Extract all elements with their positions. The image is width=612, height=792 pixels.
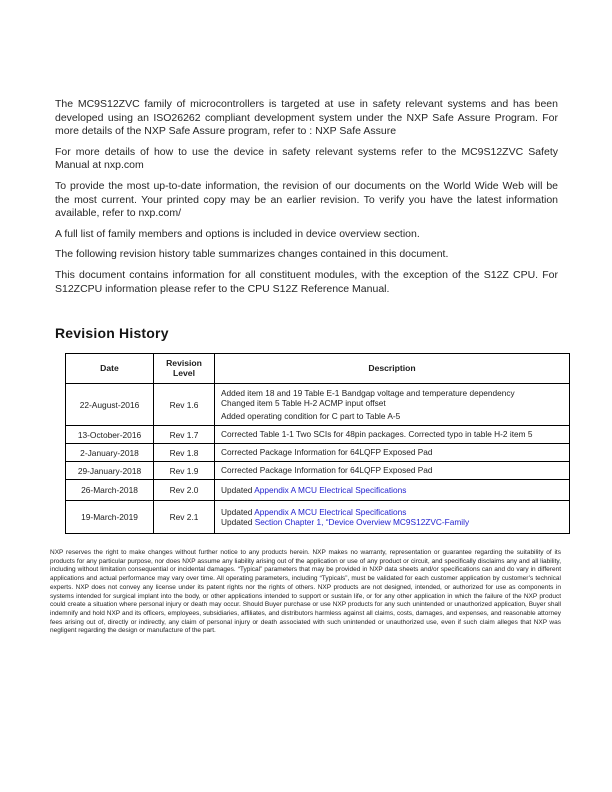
- description-text: Corrected Table 1-1 Two SCIs for 48pin packages. Corrected typo in table H-2 item 5: [221, 429, 533, 440]
- revision-level-cell: Rev 1.7: [154, 426, 215, 444]
- description-text: Changed item 5 Table H-2 ACMP input offset: [221, 397, 386, 408]
- description-line: [221, 411, 568, 421]
- header-description: Description: [215, 354, 570, 384]
- revision-description-cell: [215, 480, 570, 501]
- revision-date-cell: 22-August-2016: [66, 384, 154, 426]
- section-title: Revision History: [55, 325, 169, 341]
- paragraph-family-list: A full list of family members and options is included in device overview section.: [55, 227, 420, 240]
- revision-level-cell: Rev 1.9: [154, 462, 215, 480]
- revision-table-body: [66, 384, 570, 534]
- paragraph-safety-manual: For more details of how to use the device in safety relevant systems refer to the MC9S12ZVC Safety Manual at nxp.com: [55, 145, 558, 172]
- description-line: [221, 429, 568, 439]
- description-line: [221, 485, 568, 495]
- description-line: [221, 388, 568, 398]
- table-row: [66, 462, 570, 480]
- header-date: Date: [66, 354, 154, 384]
- revision-level-cell: Rev 1.6: [154, 384, 215, 426]
- revision-level-cell: Rev 2.1: [154, 501, 215, 534]
- paragraph-revision-summary: The following revision history table summarizes changes contained in this document.: [55, 248, 449, 261]
- description-text: Updated: [221, 506, 255, 517]
- header-revision-level: Revision Level: [154, 354, 215, 384]
- revision-description-cell: [215, 384, 570, 426]
- description-link[interactable]: Appendix A MCU Electrical Specifications: [254, 484, 407, 495]
- revision-level-cell: Rev 1.8: [154, 444, 215, 462]
- description-line: [221, 517, 568, 527]
- description-line: [221, 465, 568, 475]
- paragraph-cpu-note: This document contains information for all constituent modules, with the exception of the S12Z CPU. For S12ZCPU information please refer to the CPU S12Z Reference Manual.: [55, 268, 558, 295]
- description-text: Added operating condition for C part to Table A-5: [221, 411, 401, 422]
- table-header-row: [66, 354, 570, 384]
- revision-date-cell: 26-March-2018: [66, 480, 154, 501]
- table-row: [66, 384, 570, 426]
- revision-description-cell: [215, 501, 570, 534]
- revision-date-cell: 29-January-2018: [66, 462, 154, 480]
- revision-date-cell: 13-October-2016: [66, 426, 154, 444]
- paragraph-latest-info: To provide the most up-to-date information, the revision of our documents on the World Wide Web will be the most current. Your printed copy may be an earlier revision. To verify you have the latest information available, refer to nxp.com/: [55, 179, 558, 220]
- description-text: Corrected Package Information for 64LQFP Exposed Pad: [221, 447, 433, 458]
- description-line: [221, 447, 568, 457]
- description-text: Corrected Package Information for 64LQFP Exposed Pad: [221, 465, 433, 476]
- table-row: [66, 480, 570, 501]
- revision-level-cell: Rev 2.0: [154, 480, 215, 501]
- description-text: Added item 18 and 19 Table E-1 Bandgap voltage and temperature dependency: [221, 387, 515, 398]
- revision-description-cell: [215, 444, 570, 462]
- table-row: [66, 501, 570, 534]
- table-row: [66, 444, 570, 462]
- paragraph-safe-assure: The MC9S12ZVC family of microcontrollers is targeted at use in safety relevant systems and has been developed using an ISO26262 compliant development system under the NXP Safe Assure Program. For more details of the NXP Safe Assure program, refer to : NXP Safe Assure: [55, 98, 558, 138]
- intro-paragraphs: [55, 98, 558, 303]
- revision-description-cell: [215, 462, 570, 480]
- description-link[interactable]: Section Chapter 1, “Device Overview MC9S12ZVC-Family: [254, 517, 470, 527]
- legal-disclaimer: NXP reserves the right to make changes without further notice to any products herein. NXP makes no warranty, representation or guarantee regarding the suitability of its products for any particular purpose, nor does NXP assume any liability arising out of the application or use of any product or circuit, and specifically disclaims any and all liability, including without limitation consequential or incidental damages. “Typical” parameters that may be provided in NXP data sheets and/or specifications can and do vary in different applications and actual performance may vary over time. All operating parameters, including “Typicals”, must be validated for each customer application by customer’s technical experts. NXP does not convey any license under its patent rights nor the rights of others. NXP products are not designed, intended, or authorized for use as components in systems intended for surgical implant into the body, or other applications intended to support or sustain life, or for any other application in which the failure of the NXP product could create a situation where personal injury or death may occur. Should Buyer purchase or use NXP products for any such unintended or unauthorized application, Buyer shall indemnify and hold NXP and its officers, employees, subsidiaries, affiliates, and distributors harmless against all claims, costs, damages, and expenses, and reasonable attorney fees arising out of, directly or indirectly, any claim of personal injury or death associated with such unintended or unauthorized use, even if such claim alleges that NXP was negligent regarding the design or manufacture of the part.: [50, 549, 561, 635]
- revision-description-cell: [215, 426, 570, 444]
- description-text: Updated: [221, 484, 255, 495]
- description-line: [221, 398, 568, 408]
- revision-history-table: [65, 353, 570, 534]
- description-text: Updated: [221, 517, 255, 527]
- description-line: [221, 507, 568, 517]
- table-header: [66, 354, 570, 384]
- description-link[interactable]: Appendix A MCU Electrical Specifications: [254, 506, 407, 517]
- revision-date-cell: 19-March-2019: [66, 501, 154, 534]
- revision-date-cell: 2-January-2018: [66, 444, 154, 462]
- table-row: [66, 426, 570, 444]
